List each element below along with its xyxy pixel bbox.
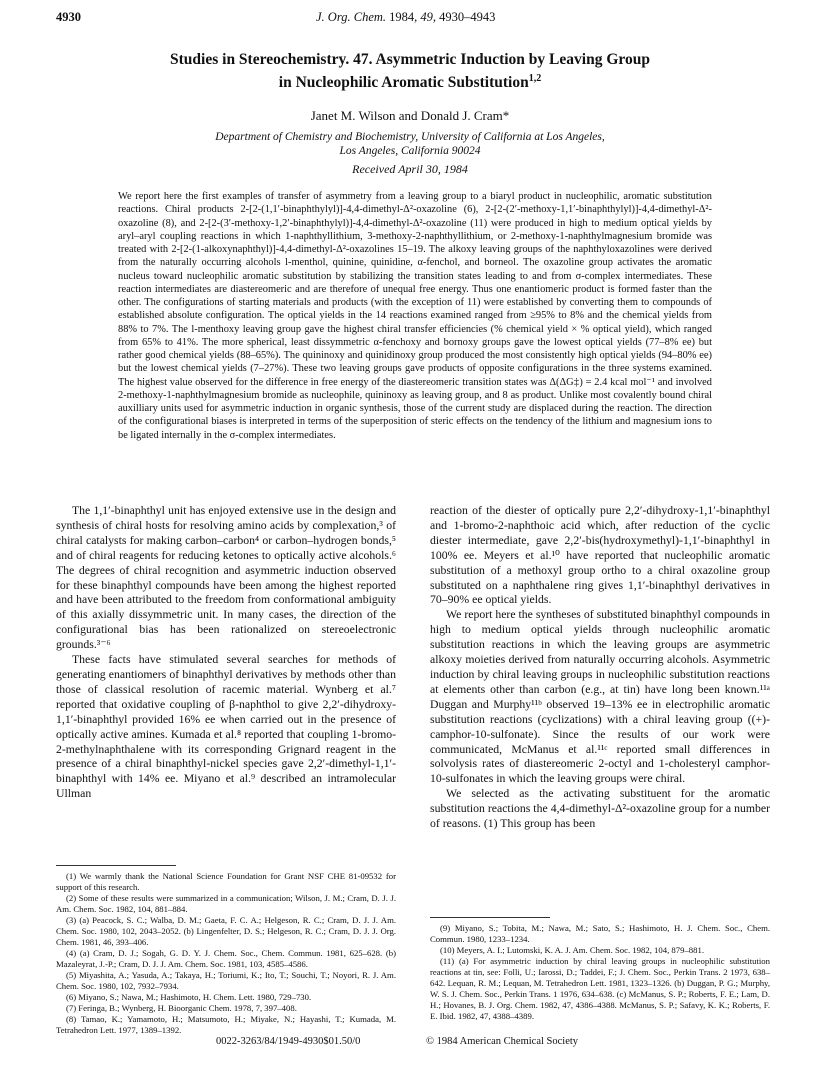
footnotes-left [56, 871, 396, 1036]
footnote: (4) (a) Cram, D. J.; Sogah, G. D. Y. J. Chem. Soc., Chem. Commun. 1981, 625–628. (b) Mazaleyrat, J.-P.; Cram, D. J. J. Am. Chem. Soc. 1981, 103, 4585–4586. [56, 948, 396, 969]
footnote: (10) Meyers, A. I.; Lutomski, K. A. J. Am. Chem. Soc. 1982, 104, 879–881. [440, 945, 704, 955]
affiliation-line-1: Department of Chemistry and Biochemistry, University of California at Los Angeles, [215, 131, 605, 143]
page-number: 4930 [56, 10, 81, 24]
abstract: We report here the first examples of transfer of asymmetry from a leaving group to a biaryl product in nucleophilic, aromatic substitution reactions. Chiral products 2-[2-(1,1′-binaphthylyl)]-4,4-dimethyl-Δ²-oxazoline (6), 2-[2-(2′-methoxy-1,1′-binaphthylyl)]-4,4-dimethyl-Δ²-oxazoline (8), and 2-[2-(3′-methoxy-1,2′-binaphthylyl)]-4,4-dimethyl-Δ²-oxazoline (11) were produced in high to medium optical yields by aryl–aryl coupling reactions in which 1-naphthyllithium, 3-methoxy-2-naphthyllithium, or 2-methoxy-1-naphthylmagnesium bromide was treated with 2-[2-(1-alkoxynaphthyl)]-4,4-dimethyl-Δ²-oxazolines 15–19. The alkoxy leaving groups of the naphthyloxazolines were derived from the naturally occurring alcohols l-menthol, quinine, quinidine, α-fenchol, and borneol. The oxazoline group activates the aromatic nucleus toward nucleophilic aromatic substitution by stabilizing the transition states leading to and from σ-complex intermediates. These reaction intermediates are diastereomeric and are therefore of unequal free energy. Thus one enantiomeric product is formed faster than the other. The configurations of starting materials and products (with the exception of 11) were established by converting them to compounds of established absolute configuration. The optical yields in the 14 reactions examined ranged from ≥95% to 8% and the chemical yields from 88% to 7%. The l-menthoxy leaving group gave the highest chiral transfer efficiencies (% chemical yield × % optical yield), which ranged from 65% to 41%. The more spherical, least dissymmetric α-fenchoxy and bornoxy groups gave the lowest optical yields (77–8% ee) but rather good chemical yields (88–65%). The quininoxy and quinidinoxy group produced the most consistently high optical yields (94–80% ee) but the lowest chemical yields (7–27%). These two leaving groups gave products of opposite configurations in the three systems examined. The highest value observed for the difference in free energy of the diastereomeric transition states was Δ(ΔG‡) = 2.4 kcal mol⁻¹ and involved 2-methoxy-1-naphthylmagnesium bromide as nucleophile, quininoxy as leaving group, and 8 as product. Unlike most covalently bound chiral auxilliary units used for asymmetric induction in organic synthesis, those of the current study are displaced during the reaction. The direction of the configurational biases is interpreted in terms of the superposition of steric effects on the tendency of the lithium and magnesium ions to be ligated internally in the σ-complex intermediates. [118, 191, 712, 441]
paragraph: We report here the syntheses of substituted binaphthyl compounds in high to medium optical yields through nucleophilic aromatic substitution reactions in which the leaving groups are asymmetric alkoxy moieties derived from naturally occurring alcohols. Asymmetric induction by chiral leaving groups in nucleophilic substitution reactions at elements other than carbon (e.g., at tin) have long been known.¹¹ᵃ Duggan and Murphy¹¹ᵇ observed 19–13% ee in electrophilic aromatic substitution reactions (cyclizations) with a chiral leaving group ((+)-camphor-10-sulfonate). Since the results of our work were communicated, McManus et al.¹¹ᶜ reported small differences in solvolysis rates of diastereomeric 2-octyl and 1-cholesteryl camphor-10-sulfonates in which the leaving groups were chiral. [430, 608, 770, 786]
title-line-1: Studies in Stereochemistry. 47. Asymmetric Induction by Leaving Group [170, 51, 650, 68]
title-line-2 [60, 69, 760, 92]
footnote: (7) Feringa, B.; Wynberg, H. Bioorganic Chem. 1978, 7, 397–408. [66, 1003, 297, 1013]
body-column-left [56, 504, 396, 802]
footnotes-right [430, 923, 770, 1022]
article-code: 0022-3263/84/1949-4930$01.50/0 [216, 1036, 361, 1047]
footnote: (2) Some of these results were summarized in a communication; Wilson, J. M.; Cram, D. J. J. Am. Chem. Soc. 1982, 104, 881–884. [56, 893, 396, 914]
journal-pages: 4930–4943 [439, 10, 496, 24]
footnote: (1) We warmly thank the National Science Foundation for Grant NSF CHE 81-09532 for support of this research. [56, 871, 396, 892]
footnote: (6) Miyano, S.; Nawa, M.; Hashimoto, H. Chem. Lett. 1980, 729–730. [66, 992, 312, 1002]
running-head [56, 10, 780, 28]
footnote-divider [430, 917, 550, 918]
footnote: (11) (a) For asymmetric induction by chiral leaving groups in nucleophilic substitution reactions at tin, see: Folli, U.; Iarossi, D.; Taddei, F.; J. Chem. Soc., Perkin Trans. 2 1973, 638–642. Lequan, R. M.; Lequan, M. Tetrahedron Lett. 1981, 1323–1326. (b) Duggan, P. G.; Murphy, W. S. J. Chem. Soc., Perkin Trans. 1 1976, 634–638. (c) McManus, S. P.; Roberts, F. E.; Lam, D. H.; Hovanes, B. J. Org. Chem. 1982, 47, 4386–4388. McManus, S. P.; Safavy, K. K.; Roberts, F. E. Ibid. 1982, 47, 4388–4389. [430, 956, 770, 1021]
paragraph: These facts have stimulated several searches for methods of generating enantiomers of binaphthyl derivatives by methods other than those of classical resolution of racemic material. Wynberg et al.⁷ reported that oxidative coupling of β-naphthol to give 2,2′-dihydroxy-1,1′-binaphthyl provided 16% ee when carried out in the presence of optically active amines. Kumada et al.⁸ reported that coupling 1-bromo-2-methylnaphthalene with its corresponding Grignard reagent in the presence of a chiral binaphthyl-nickel species gave 2,2′-dimethyl-1,1′-binaphthyl with 14% ee. Miyano et al.⁹ described an intramolecular Ullman [56, 653, 396, 801]
footnote-divider [56, 865, 176, 866]
journal-volume: 49, [420, 10, 437, 24]
title-line-2-text: in Nucleophilic Aromatic Substitution [278, 74, 529, 92]
paragraph: The 1,1′-binaphthyl unit has enjoyed extensive use in the design and synthesis of chiral hosts for resolving amino acids by complexation,³ of chiral catalysts for making carbon–carbon⁴ or carbon–hydrogen bonds,⁵ and of chiral reagents for reducing ketones to optically active alcohols.⁶ The degrees of chiral recognition and asymmetric induction observed for these binaphthyl compounds have been among the highest reported and have been attributed to the freedom from conformational ambiguity of this axially dissymmetric unit. In many cases, the direction of the configurational bias has been rationalized on stereoelectronic grounds.³⁻⁶ [56, 504, 396, 652]
article-title [60, 50, 760, 92]
received-date: Received April 30, 1984 [352, 162, 468, 176]
paragraph: reaction of the diester of optically pure 2,2′-dihydroxy-1,1′-binaphthyl and 1-bromo-2-naphthoic acid which, after reduction of the cyclic diester intermediate, gave 2,2′-bis(hydroxymethyl)-1,1′-binaphthyl in 100% ee. Meyers et al.¹⁰ have reported that nucleophilic aromatic substitution of a methoxyl group ortho to a chiral oxazoline group substituted on a naphthalene ring gives 1,1′-binaphthyl derivatives in 70–90% ee optical yields. [430, 504, 770, 607]
affiliation-line-2: Los Angeles, California 90024 [339, 145, 481, 157]
copyright: © 1984 American Chemical Society [426, 1036, 579, 1047]
footnote: (9) Miyano, S.; Tobita, M.; Nawa, M.; Sato, S.; Hashimoto, H. J. Chem. Soc., Chem. Commun. 1980, 1233–1234. [430, 923, 770, 944]
journal-citation [316, 10, 495, 25]
footnote: (3) (a) Peacock, S. C.; Walba, D. M.; Gaeta, F. C. A.; Helgeson, R. C.; Cram, D. J. J. Am. Chem. Soc. 1980, 102, 2043–2052. (b) Lingenfelter, D. S.; Helgeson, R. C.; Cram, D. J. J. Org. Chem. 1981, 46, 393–406. [56, 915, 396, 947]
journal-name: J. Org. Chem. [316, 10, 387, 24]
footnote: (5) Miyashita, A.; Yasuda, A.; Takaya, H.; Toriumi, K.; Ito, T.; Souchi, T.; Noyori, R. J. Am. Chem. Soc. 1980, 102, 7932–7934. [56, 970, 396, 991]
journal-year: 1984, [389, 10, 418, 24]
affiliation [60, 130, 760, 158]
footnote: (8) Tamao, K.; Yamamoto, H.; Matsumoto, H.; Miyake, N.; Hayashi, T.; Kumada, M. Tetrahedron Lett. 1977, 1389–1392. [56, 1014, 396, 1035]
body-column-right [430, 504, 770, 832]
paragraph: We selected as the activating substituent for the aromatic substitution reactions the 4,4-dimethyl-Δ²-oxazoline group for a number of reasons. (1) This group has been [430, 787, 770, 831]
title-superscript: 1,2 [528, 73, 542, 84]
authors: Janet M. Wilson and Donald J. Cram* [310, 108, 510, 123]
